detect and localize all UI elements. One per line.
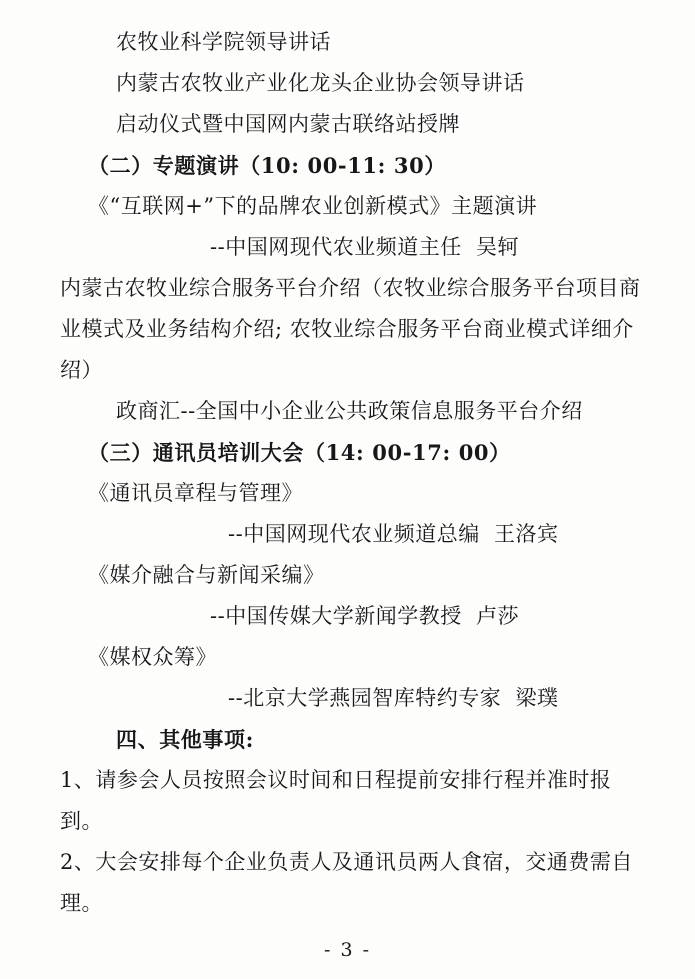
document-paragraph: 《媒介融合与新闻采编》 bbox=[88, 563, 325, 587]
document-heading: （二）专题演讲（10: 00-11: 30） bbox=[88, 153, 446, 178]
document-body bbox=[60, 22, 649, 924]
page-number: - 3 - bbox=[323, 939, 371, 961]
document-heading: 四、其他事项: bbox=[116, 727, 254, 752]
document-paragraph: 《媒权众筹》 bbox=[88, 645, 217, 669]
document-paragraph: --中国传媒大学新闻学教授 卢莎 bbox=[210, 604, 520, 628]
document-paragraph: 1、请参会人员按照会议时间和日程提前安排行程并准时报到。 bbox=[60, 768, 612, 833]
document-paragraph: 农牧业科学院领导讲话 bbox=[116, 30, 331, 54]
document-paragraph: 《通讯员章程与管理》 bbox=[88, 481, 303, 505]
document-paragraph: 内蒙古农牧业产业化龙头企业协会领导讲话 bbox=[116, 71, 525, 95]
document-paragraph: --中国网现代农业频道总编 王洛宾 bbox=[228, 522, 559, 546]
document-paragraph: 内蒙古农牧业综合服务平台介绍（农牧业综合服务平台项目商业模式及业务结构介绍; 农牧业综合服务平台商业模式详细介绍） bbox=[60, 276, 641, 382]
document-paragraph: --北京大学燕园智库特约专家 梁璞 bbox=[228, 686, 559, 710]
document-paragraph: 2、大会安排每个企业负责人及通讯员两人食宿，交通费需自理。 bbox=[60, 850, 633, 915]
document-paragraph: --中国网现代农业频道主任 吴轲 bbox=[210, 235, 520, 259]
document-heading: （三）通讯员培训大会（14: 00-17: 00） bbox=[88, 440, 511, 465]
document-paragraph: 政商汇--全国中小企业公共政策信息服务平台介绍 bbox=[116, 399, 583, 423]
document-paragraph: 启动仪式暨中国网内蒙古联络站授牌 bbox=[116, 112, 460, 136]
document-paragraph: 《“互联网+”下的品牌农业创新模式》主题演讲 bbox=[88, 194, 538, 218]
